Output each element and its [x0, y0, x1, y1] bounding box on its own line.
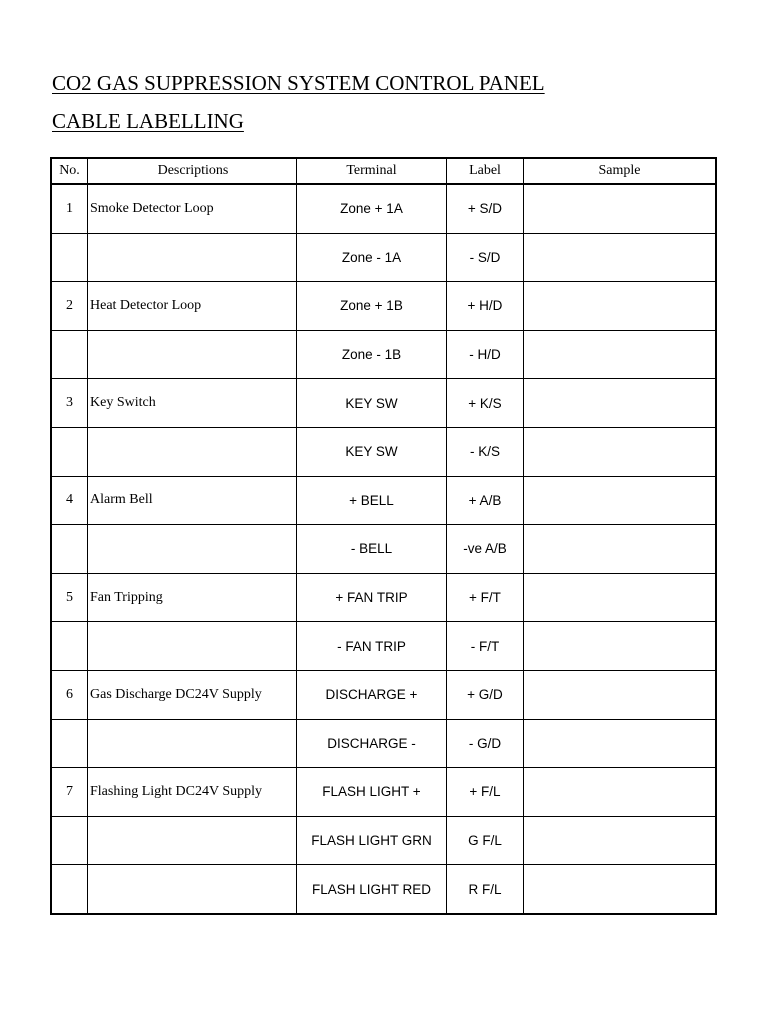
cell-terminal: Zone + 1A: [297, 184, 447, 233]
cell-terminal: Zone + 1B: [297, 282, 447, 331]
header-label: Label: [447, 158, 524, 184]
cell-description: [88, 427, 297, 476]
table-row: [51, 768, 716, 817]
cell-description: Flashing Light DC24V Supply: [88, 768, 297, 817]
cell-terminal: FLASH LIGHT GRN: [297, 816, 447, 865]
cell-no: 5: [51, 573, 88, 622]
cell-no: 7: [51, 768, 88, 817]
table-row: [51, 865, 716, 914]
header-sample: Sample: [524, 158, 717, 184]
cell-terminal: FLASH LIGHT RED: [297, 865, 447, 914]
cell-label: + G/D: [447, 670, 524, 719]
cell-sample: [524, 427, 717, 476]
cell-description: Alarm Bell: [88, 476, 297, 525]
cell-no: 4: [51, 476, 88, 525]
cell-terminal: - FAN TRIP: [297, 622, 447, 671]
cell-sample: [524, 816, 717, 865]
table-header: [51, 158, 716, 184]
document-title: CO2 GAS SUPPRESSION SYSTEM CONTROL PANEL: [52, 71, 545, 95]
table-row: [51, 622, 716, 671]
cell-label: - F/T: [447, 622, 524, 671]
cell-description: [88, 330, 297, 379]
table-row: [51, 233, 716, 282]
cell-terminal: DISCHARGE +: [297, 670, 447, 719]
table-row: [51, 719, 716, 768]
table-row: [51, 476, 716, 525]
cell-sample: [524, 330, 717, 379]
cell-sample: [524, 379, 717, 428]
table-body: [51, 184, 716, 914]
cell-label: - G/D: [447, 719, 524, 768]
table-row: [51, 525, 716, 574]
cell-sample: [524, 768, 717, 817]
cell-no: 3: [51, 379, 88, 428]
cell-label: + F/T: [447, 573, 524, 622]
cell-label: - S/D: [447, 233, 524, 282]
cell-label: G F/L: [447, 816, 524, 865]
cell-sample: [524, 670, 717, 719]
cell-description: [88, 233, 297, 282]
cell-description: Fan Tripping: [88, 573, 297, 622]
table-row: [51, 282, 716, 331]
cell-label: - H/D: [447, 330, 524, 379]
header-no: No.: [51, 158, 88, 184]
cell-no: [51, 865, 88, 914]
cell-sample: [524, 622, 717, 671]
cell-sample: [524, 573, 717, 622]
table-row: [51, 379, 716, 428]
cell-sample: [524, 282, 717, 331]
cell-description: [88, 525, 297, 574]
cell-terminal: Zone - 1A: [297, 233, 447, 282]
cell-description: [88, 719, 297, 768]
table-row: [51, 670, 716, 719]
cell-no: [51, 330, 88, 379]
cell-sample: [524, 865, 717, 914]
cell-label: + F/L: [447, 768, 524, 817]
cell-description: Key Switch: [88, 379, 297, 428]
table-row: [51, 184, 716, 233]
cell-terminal: + FAN TRIP: [297, 573, 447, 622]
header-row: [51, 158, 716, 184]
document-subtitle: CABLE LABELLING: [52, 109, 244, 133]
cell-label: + H/D: [447, 282, 524, 331]
cell-terminal: FLASH LIGHT +: [297, 768, 447, 817]
cell-description: [88, 865, 297, 914]
cell-no: 1: [51, 184, 88, 233]
table-row: [51, 573, 716, 622]
cell-label: + K/S: [447, 379, 524, 428]
cell-sample: [524, 525, 717, 574]
cell-label: -ve A/B: [447, 525, 524, 574]
cell-no: [51, 233, 88, 282]
cell-sample: [524, 719, 717, 768]
cell-no: [51, 525, 88, 574]
cell-terminal: - BELL: [297, 525, 447, 574]
cell-label: + A/B: [447, 476, 524, 525]
cell-description: Smoke Detector Loop: [88, 184, 297, 233]
table-row: [51, 330, 716, 379]
table-row: [51, 427, 716, 476]
cell-description: Gas Discharge DC24V Supply: [88, 670, 297, 719]
cell-no: 2: [51, 282, 88, 331]
cell-terminal: KEY SW: [297, 379, 447, 428]
cell-no: [51, 427, 88, 476]
cell-terminal: KEY SW: [297, 427, 447, 476]
cell-description: Heat Detector Loop: [88, 282, 297, 331]
cell-terminal: Zone - 1B: [297, 330, 447, 379]
cell-no: 6: [51, 670, 88, 719]
header-descriptions: Descriptions: [88, 158, 297, 184]
cell-sample: [524, 476, 717, 525]
cell-description: [88, 816, 297, 865]
cell-description: [88, 622, 297, 671]
cell-label: + S/D: [447, 184, 524, 233]
cell-no: [51, 816, 88, 865]
cell-terminal: DISCHARGE -: [297, 719, 447, 768]
cell-no: [51, 719, 88, 768]
header-terminal: Terminal: [297, 158, 447, 184]
cell-sample: [524, 233, 717, 282]
cell-label: - K/S: [447, 427, 524, 476]
cell-terminal: + BELL: [297, 476, 447, 525]
cell-no: [51, 622, 88, 671]
cable-labelling-table: [50, 157, 717, 915]
table-row: [51, 816, 716, 865]
cell-label: R F/L: [447, 865, 524, 914]
cell-sample: [524, 184, 717, 233]
